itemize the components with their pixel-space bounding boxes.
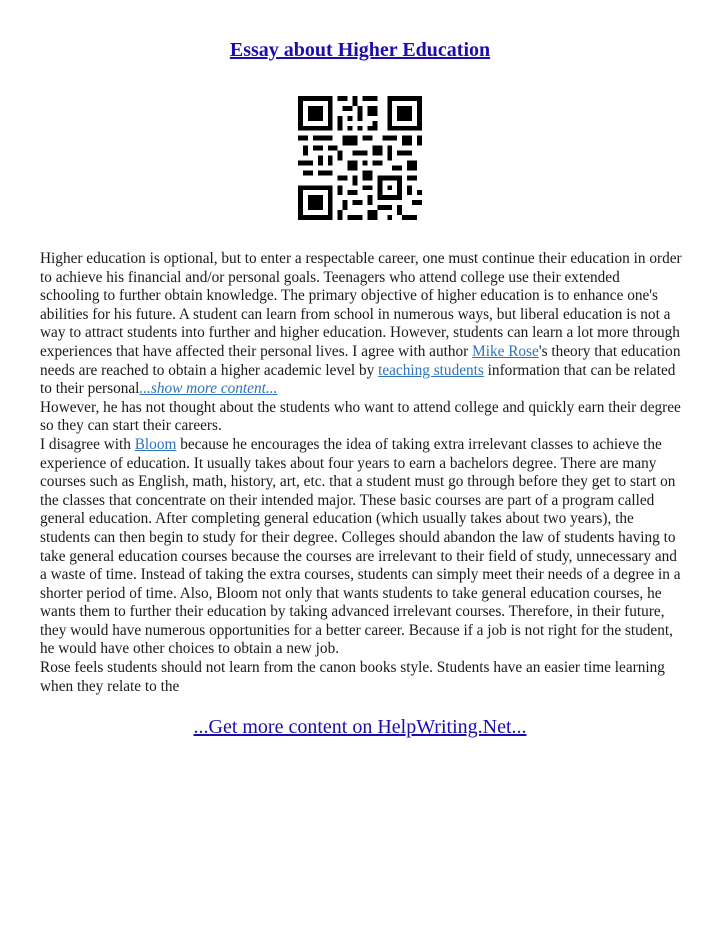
qr-code-icon	[298, 96, 422, 220]
footer	[0, 716, 720, 739]
teaching-students-link[interactable]: teaching students	[378, 361, 484, 379]
page-title	[0, 39, 720, 62]
paragraph-1	[40, 250, 682, 399]
paragraph-4: Rose feels students should not learn from the canon books style. Students have an easier time learning when they relate to the	[40, 659, 665, 695]
mike-rose-link[interactable]: Mike Rose	[472, 342, 539, 360]
paragraph-3	[40, 436, 682, 659]
paragraph-1-text-a: Higher education is optional, but to enter a respectable career, one must continue their education in order to achieve his financial and/or personal goals. Teenagers who attend college use their extended schooling to further obtain knowledge. The primary objective of higher education is to enhance one's abilities for his future. A student can learn from school in numerous ways, but liberal education is not a way to attract students into further and higher education. However, students can learn a lot more through experiences that have affected their personal lives. I agree with author	[40, 250, 682, 360]
essay-body	[40, 250, 682, 696]
title-link[interactable]: Essay about Higher Education	[229, 39, 491, 61]
paragraph-3-text-b: because he encourages the idea of taking extra irrelevant classes to achieve the experience of education. It usually takes about four years to earn a bachelors degree. There are many courses such as English, math, history, art, etc. that a student must go through before they get to start on the classes that concentrate on their intended major. These basic courses are part of a program called general education. After completing general education (which usually takes about two years), the students can then begin to study for their degree. Colleges should abandon the law of students having to take general education courses because the courses are irrelevant to their field of study, unnecessary and a waste of time. Instead of taking the extra courses, students can simply meet their needs of a degree in a shorter period of time. Also, Bloom not only that wants students to take general education courses, he wants them to further their education by taking advanced irrelevant courses. Therefore, in their future, they would have numerous opportunities for a better career. Because if a job is not right for the student, he would have other choices to obtain a new job.	[40, 435, 681, 658]
get-more-content-link[interactable]: ...Get more content on HelpWriting.Net...	[193, 716, 527, 738]
paragraph-1-text-b: 's theory that education needs are reached to obtain a higher academic level by	[40, 342, 681, 379]
paragraph-1-text-c: information that can be related to their personal	[40, 361, 676, 398]
paragraph-3-text-a: I disagree with	[40, 435, 135, 453]
paragraph-2: However, he has not thought about the students who want to attend college and quickly earn their degree so they can start their careers.	[40, 398, 681, 435]
bloom-link[interactable]: Bloom	[134, 435, 177, 453]
show-more-content-link[interactable]: ...show more content...	[139, 380, 278, 398]
